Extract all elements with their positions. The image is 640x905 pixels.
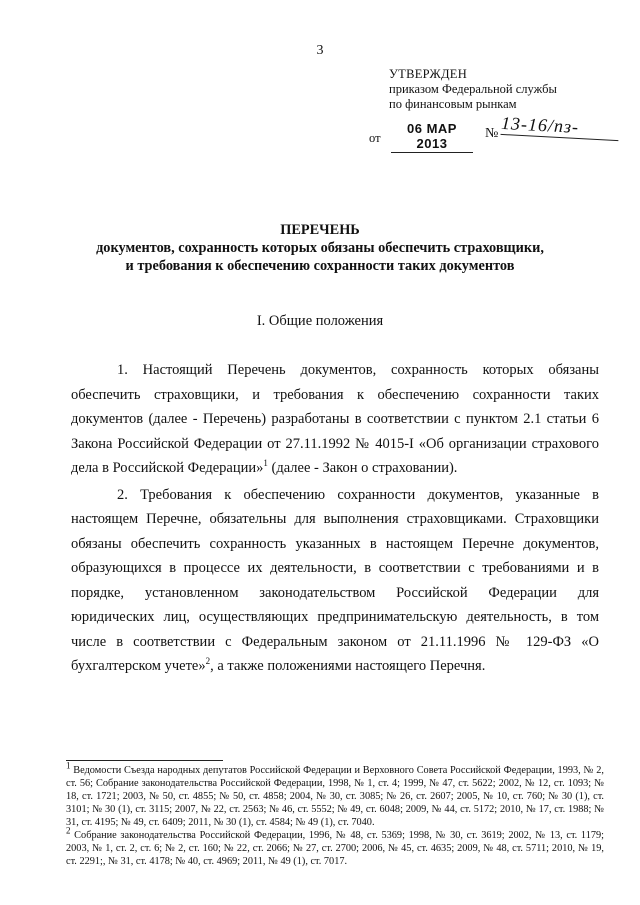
order-reference (369, 112, 629, 151)
footnote-1-text: Ведомости Съезда народных депутатов Российской Федерации и Верховного Совета Российской Федерации, 1993, № 2, ст. 56; Собрание законодательства Российской Федерации, 1998, № 1, ст. 4; 1999, № 47, ст. 5622; 2002, № 12, ст. 1093; № 18, ст. 1721; 2003, № 50, ст. 4855; № 50, ст. 4858; 2004, № 30, ст. 3085; № 26, ст. 2607; 2005, № 10, ст. 760; № 30 (1), ст. 3101; № 30 (1), ст. 3115; 2007, № 22, ст. 2563; № 46, ст. 5552; № 49, ст. 6048; 2009, № 44, ст. 5172; 2010, № 17, ст. 1988; № 31, ст. 4195; № 49, ст. 6409; 2011, № 30 (1), ст. 4584; № 49 (1), ст. 7040. (66, 765, 604, 828)
paragraph-1 (71, 358, 599, 481)
body-text (71, 358, 599, 679)
paragraph-1-text: 1. Настоящий Перечень документов, сохранность которых обязаны обеспечить страховщики, и требования к обеспечению сохранности таких документов (далее - Перечень) разработаны в соответствии с пунктом 2.1 статьи 6 Закона Российской Федерации от 27.11.1992 № 4015-I «Об организации страхового дела в Российской Федерации» (71, 362, 599, 476)
title-line-2: документов, сохранность которых обязаны обеспечить страховщики, (96, 240, 544, 256)
approval-block (389, 67, 557, 112)
footnote-ref-2: 2 (205, 656, 211, 667)
document-title (0, 221, 640, 275)
from-label: от (369, 131, 381, 145)
footnote-1-mark: 1 (66, 760, 71, 771)
approval-agency-line: по финансовым рынкам (389, 97, 517, 111)
paragraph-2 (71, 483, 599, 679)
approved-label: УТВЕРЖДЕН (389, 67, 468, 81)
title-line-3: и требования к обеспечению сохранности таких документов (125, 258, 515, 274)
handwritten-order-number: 13-16/пз- (501, 113, 620, 141)
title-line-1: ПЕРЕЧЕНЬ (280, 222, 360, 238)
approval-order-line: приказом Федеральной службы (389, 82, 557, 96)
paragraph-2-text: 2. Требования к обеспечению сохранности документов, указанные в настоящем Перечне, обязательны для выполнения страховщиками. Страховщики обязаны обеспечить сохранность указанных в настоящем Перечне документов, образующихся в процессе их деятельности, в соответствии с требованиями и в порядке, установленном законодательством Российской Федерации для юридических лиц, осуществляющих предпринимательскую деятельность, в том числе в соответствии с Федеральным законом от 21.11.1996 № 129-ФЗ «О бухгалтерском учете» (71, 486, 599, 674)
footnote-2 (66, 825, 604, 868)
footnote-1 (66, 760, 604, 829)
paragraph-1-tail: (далее - Закон о страховании). (267, 460, 458, 476)
section-heading: I. Общие положения (256, 313, 384, 329)
date-stamp: 06 МАР 2013 (391, 121, 473, 153)
footnote-2-text: Собрание законодательства Российской Федерации, 1996, № 48, ст. 5369; 1998, № 30, ст. 3619; 2002, № 13, ст. 1179; 2003, № 1, ст. 2, ст. 6; № 2, ст. 160; № 22, ст. 2066; № 27, ст. 2700; 2006, № 45, ст. 4635; 2009, № 48, ст. 5711; 2010, № 19, ст. 2291;, № 31, ст. 4178; № 40, ст. 4969; 2011, № 49 (1), ст. 7017. (66, 830, 604, 867)
paragraph-2-tail: , а также положениями настоящего Перечня. (210, 658, 486, 674)
number-label: № (485, 126, 499, 141)
footnotes (66, 760, 604, 868)
page-number: 3 (316, 43, 324, 58)
footnote-2-mark: 2 (66, 825, 71, 836)
footnote-ref-1: 1 (263, 458, 268, 469)
footnote-divider (66, 760, 223, 761)
